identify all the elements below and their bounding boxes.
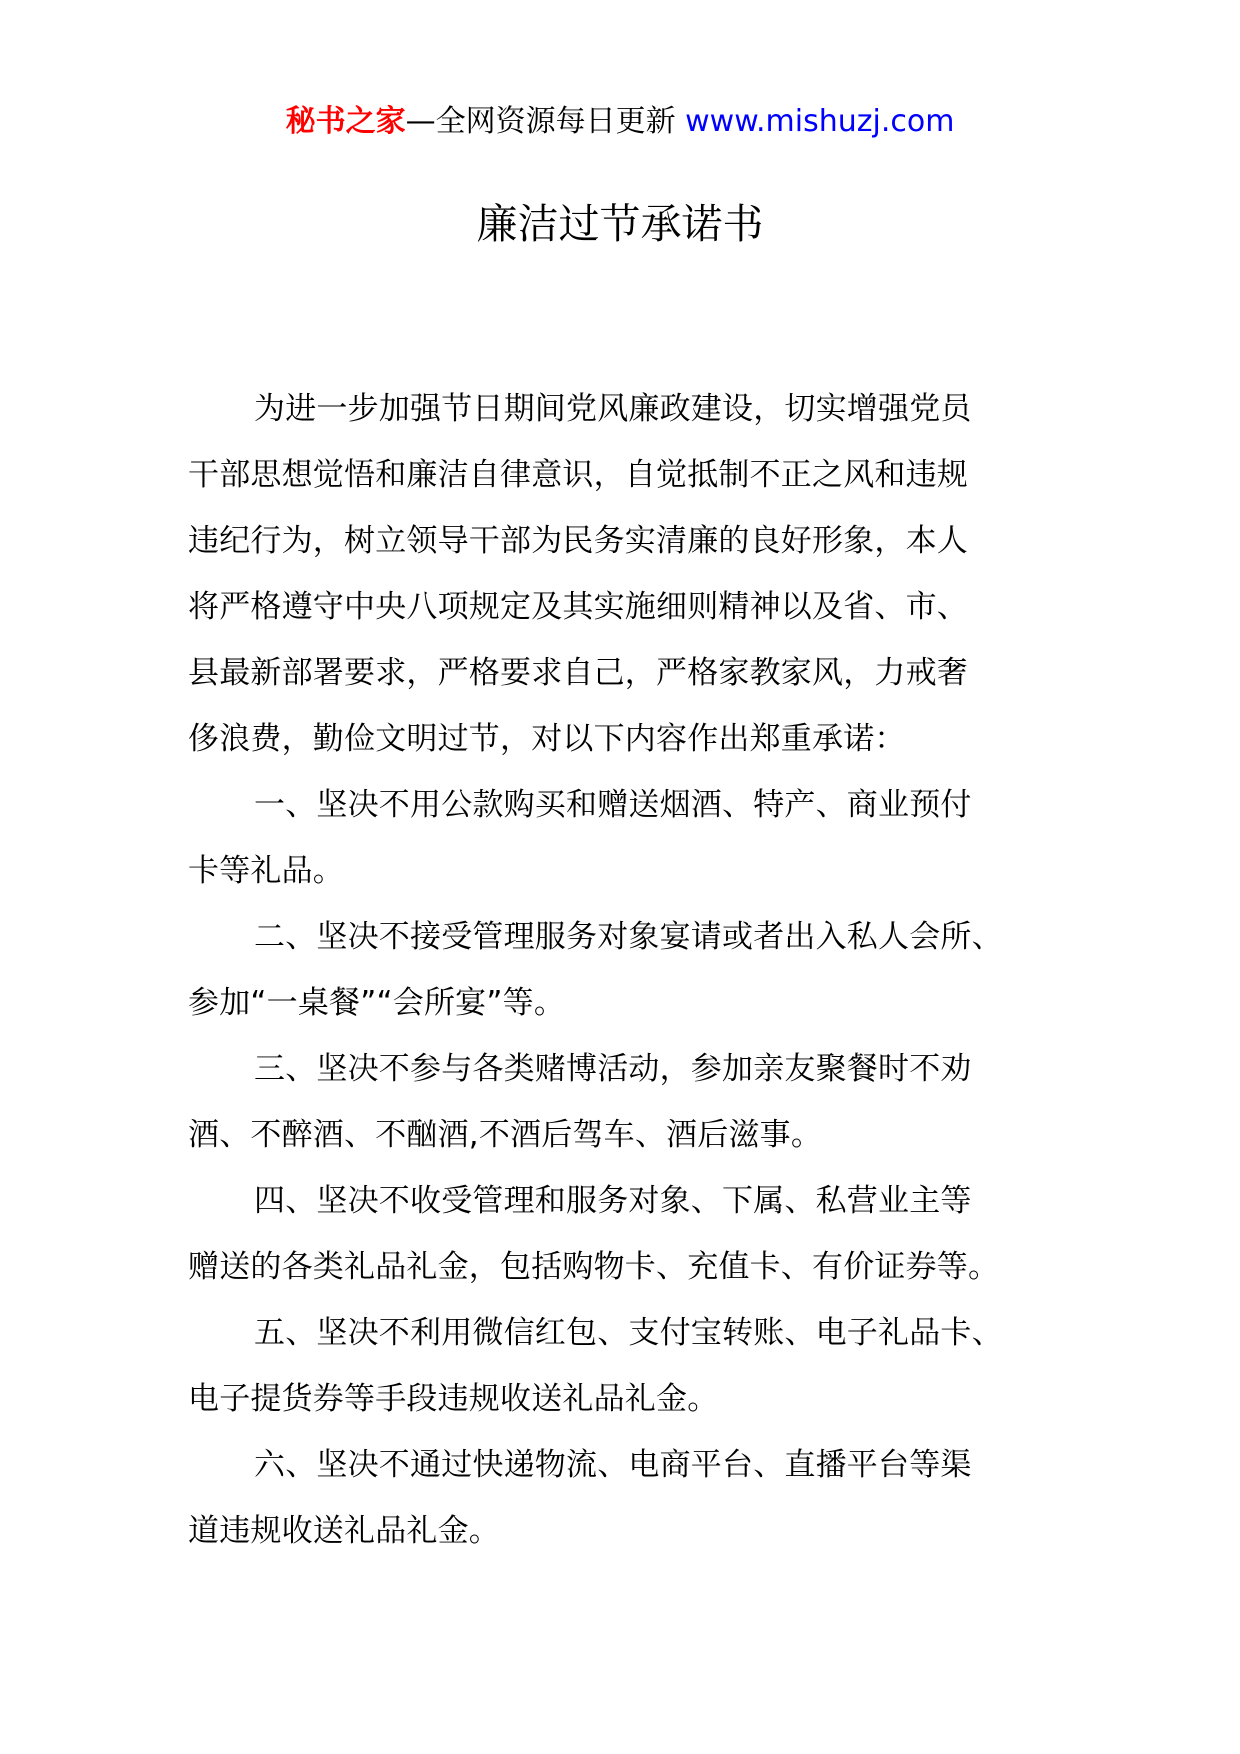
brand-name: 秘书之家: [285, 104, 406, 139]
site-url-link[interactable]: www.mishuzj.com: [685, 104, 955, 139]
paragraph-line: 干部思想觉悟和廉洁自律意识，自觉抵制不正之风和违规: [188, 457, 968, 493]
document-title: 廉洁过节承诺书: [476, 200, 764, 248]
paragraph-line: 违纪行为，树立领导干部为民务实清廉的良好形象，本人: [188, 523, 968, 559]
header-banner: [0, 102, 1240, 142]
pledge-item-3-line: 酒、不醉酒、不酗酒,不酒后驾车、酒后滋事。: [188, 1117, 823, 1153]
paragraph-line: 县最新部署要求，严格要求自己，严格家教家风，力戒奢: [188, 655, 968, 691]
pledge-item-1-line: 卡等礼品。: [188, 853, 344, 889]
paragraph-line: 侈浪费，勤俭文明过节，对以下内容作出郑重承诺：: [188, 721, 906, 757]
pledge-item-1-line: 一、坚决不用公款购买和赠送烟酒、特产、商业预付: [254, 787, 972, 823]
pledge-item-3-line: 三、坚决不参与各类赌博活动，参加亲友聚餐时不劝: [254, 1051, 972, 1087]
slogan: —全网资源每日更新: [405, 104, 676, 139]
paragraph-line: 为进一步加强节日期间党风廉政建设，切实增强党员: [254, 391, 972, 427]
pledge-item-2-line: 参加“一桌餐”“会所宴”等。: [188, 985, 566, 1021]
pledge-item-4-line: 赠送的各类礼品礼金，包括购物卡、充值卡、有价证券等。: [188, 1249, 1000, 1285]
pledge-item-5-line: 电子提货券等手段违规收送礼品礼金。: [188, 1381, 719, 1417]
document-body: [188, 376, 1068, 1564]
pledge-item-4-line: 四、坚决不收受管理和服务对象、下属、私营业主等: [254, 1183, 972, 1219]
pledge-item-6-line: 道违规收送礼品礼金。: [188, 1513, 500, 1549]
pledge-item-2-line: 二、坚决不接受管理服务对象宴请或者出入私人会所、: [254, 919, 1003, 955]
paragraph-line: 将严格遵守中央八项规定及其实施细则精神以及省、市、: [188, 589, 968, 625]
pledge-item-6-line: 六、坚决不通过快递物流、电商平台、直播平台等渠: [254, 1447, 972, 1483]
pledge-item-5-line: 五、坚决不利用微信红包、支付宝转账、电子礼品卡、: [254, 1315, 1003, 1351]
